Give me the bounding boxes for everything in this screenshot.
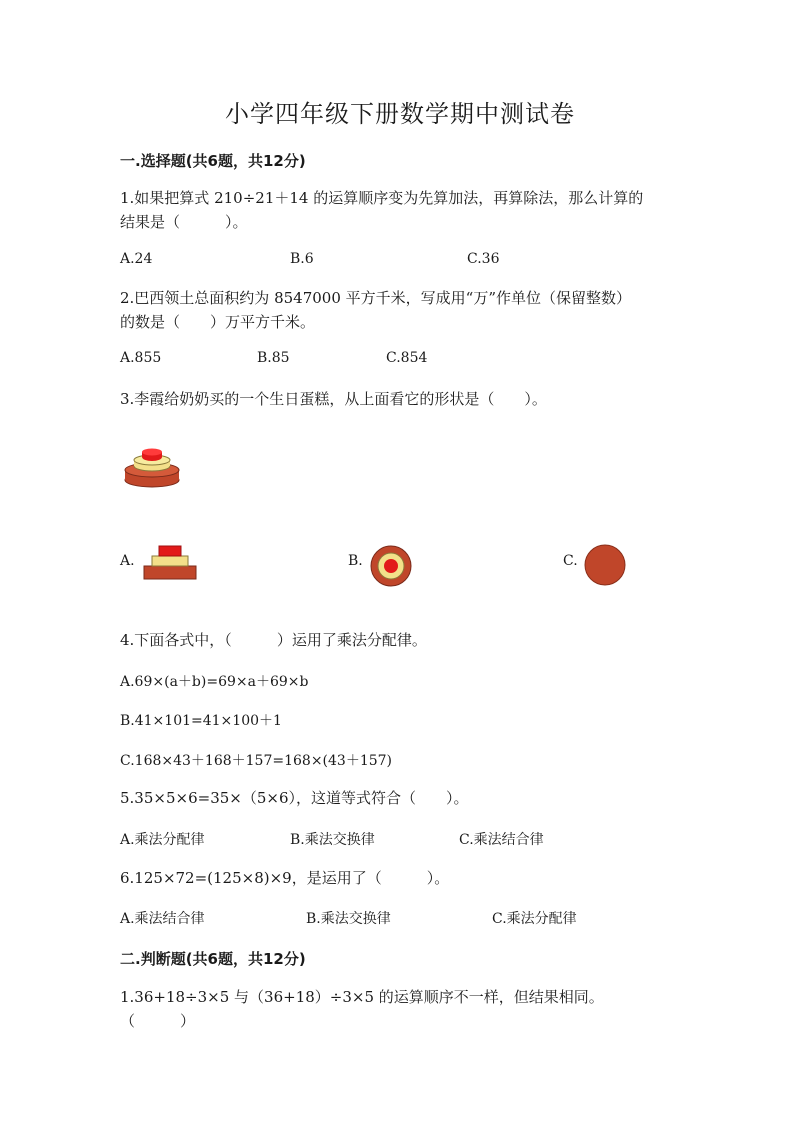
section-heading-judgment: 二.判断题(共6题，共12分): [120, 950, 306, 968]
question-6: 6.125×72=(125×8)×9，是运用了（ ）。: [120, 869, 450, 887]
q6-option-b[interactable]: B.乘法交换律: [306, 911, 391, 927]
q4-option-a[interactable]: A.69×(a＋b)=69×a＋69×b: [120, 674, 309, 690]
judgment-1-answer-blank[interactable]: （ ）: [120, 1012, 196, 1030]
judgment-1-line1: 1.36+18÷3×5 与（36+18）÷3×5 的运算顺序不一样，但结果相同。: [120, 988, 604, 1006]
q2-option-a[interactable]: A.855: [120, 350, 162, 366]
cake-top-view-icon[interactable]: [369, 544, 413, 588]
q2-option-c[interactable]: C.854: [386, 350, 428, 366]
cake-side-view-icon[interactable]: [143, 544, 197, 580]
q1-option-a[interactable]: A.24: [120, 251, 153, 267]
question-2-line2: 的数是（ ）万平方千米。: [120, 313, 316, 331]
question-1-line1: 1.如果把算式 210÷21＋14 的运算顺序变为先算加法，再算除法，那么计算的: [120, 189, 644, 207]
q6-option-c[interactable]: C.乘法分配律: [492, 911, 577, 927]
q4-option-c[interactable]: C.168×43＋168＋157=168×(43＋157): [120, 753, 393, 769]
question-5: 5.35×5×6=35×（5×6），这道等式符合（ ）。: [120, 789, 469, 807]
question-1: [120, 186, 680, 234]
q4-option-b[interactable]: B.41×101=41×100＋1: [120, 713, 282, 729]
cake-circle-icon[interactable]: [583, 543, 627, 587]
q6-option-a[interactable]: A.乘法结合律: [120, 911, 205, 927]
q1-option-c[interactable]: C.36: [467, 251, 500, 267]
q2-option-b[interactable]: B.85: [257, 350, 290, 366]
judgment-1: [120, 985, 680, 1033]
question-2-line1: 2.巴西领土总面积约为 8547000 平方千米，写成用“万”作单位（保留整数）: [120, 289, 631, 307]
q5-option-b[interactable]: B.乘法交换律: [290, 832, 375, 848]
q3-option-c-label[interactable]: C.: [563, 553, 578, 569]
q3-option-b-label[interactable]: B.: [348, 553, 363, 569]
cake-3d-icon: [122, 448, 182, 490]
q5-option-c[interactable]: C.乘法结合律: [459, 832, 544, 848]
question-1-line2: 结果是（ ）。: [120, 213, 248, 231]
question-3: 3.李霞给奶奶买的一个生日蛋糕，从上面看它的形状是（ ）。: [120, 390, 547, 408]
section-heading-choice: 一.选择题(共6题，共12分): [120, 152, 306, 170]
page-title: 小学四年级下册数学期中测试卷: [225, 100, 575, 128]
question-4: 4.下面各式中，（ ）运用了乘法分配律。: [120, 631, 427, 649]
q5-option-a[interactable]: A.乘法分配律: [120, 832, 205, 848]
q3-option-a-label[interactable]: A.: [120, 553, 135, 569]
question-2: [120, 286, 680, 334]
q1-option-b[interactable]: B.6: [290, 251, 314, 267]
